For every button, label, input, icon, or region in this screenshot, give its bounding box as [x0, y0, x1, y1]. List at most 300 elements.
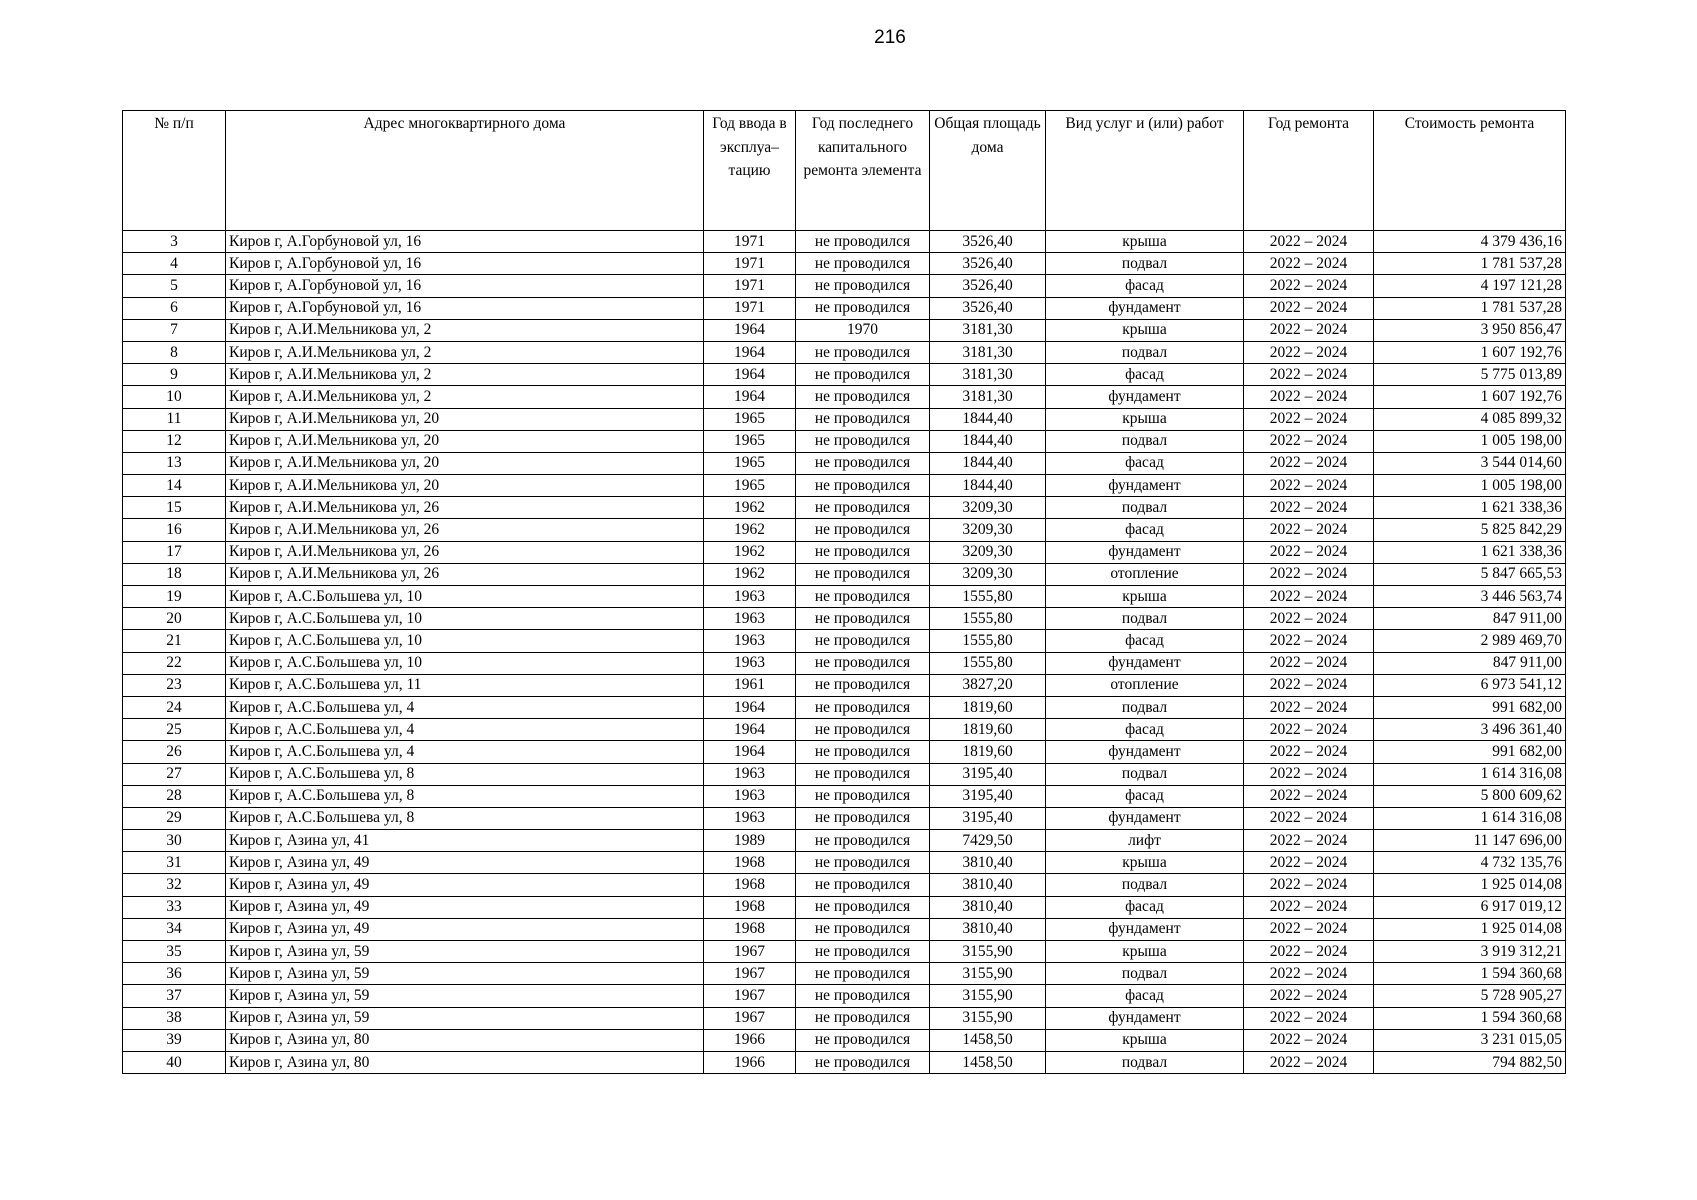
commission-year-cell: 1967 [704, 941, 796, 963]
table-row [123, 918, 1566, 940]
row-number-cell: 29 [123, 807, 226, 829]
house-address-cell: Киров г, А.И.Мельникова ул, 26 [226, 563, 704, 585]
commission-year-cell: 1963 [704, 763, 796, 785]
work-type-cell: фундамент [1046, 386, 1244, 408]
work-type-cell: подвал [1046, 696, 1244, 718]
work-type-cell: фундамент [1046, 918, 1244, 940]
row-number-cell: 8 [123, 341, 226, 363]
house-address-cell: Киров г, А.И.Мельникова ул, 2 [226, 319, 704, 341]
work-type-cell: крыша [1046, 231, 1244, 253]
commission-year-cell: 1965 [704, 408, 796, 430]
repair-year-cell: 2022 – 2024 [1244, 275, 1374, 297]
table-row [123, 608, 1566, 630]
repair-cost-cell: 5 800 609,62 [1374, 785, 1566, 807]
repair-cost-cell: 6 917 019,12 [1374, 896, 1566, 918]
row-number-cell: 11 [123, 408, 226, 430]
row-number-cell: 40 [123, 1051, 226, 1073]
repair-year-cell: 2022 – 2024 [1244, 408, 1374, 430]
table-row [123, 563, 1566, 585]
house-address-cell: Киров г, А.И.Мельникова ул, 20 [226, 452, 704, 474]
page-number: 216 [874, 27, 906, 48]
row-number-cell: 6 [123, 297, 226, 319]
house-address-cell: Киров г, А.С.Большева ул, 4 [226, 719, 704, 741]
row-number-cell: 9 [123, 364, 226, 386]
row-number-cell: 15 [123, 497, 226, 519]
table-row [123, 963, 1566, 985]
commission-year-cell: 1971 [704, 231, 796, 253]
last-repair-year-cell: не проводился [796, 674, 930, 696]
work-type-cell: подвал [1046, 608, 1244, 630]
row-number-cell: 18 [123, 563, 226, 585]
last-repair-year-cell: не проводился [796, 519, 930, 541]
row-number-cell: 26 [123, 741, 226, 763]
work-type-cell: подвал [1046, 763, 1244, 785]
total-area-cell: 3810,40 [930, 874, 1046, 896]
commission-year-cell: 1962 [704, 563, 796, 585]
repair-year-cell: 2022 – 2024 [1244, 1007, 1374, 1029]
work-type-cell: фасад [1046, 719, 1244, 741]
table-row [123, 586, 1566, 608]
total-area-cell: 3209,30 [930, 563, 1046, 585]
house-address-cell: Киров г, Азина ул, 59 [226, 941, 704, 963]
work-type-cell: подвал [1046, 1051, 1244, 1073]
house-address-cell: Киров г, Азина ул, 59 [226, 1007, 704, 1029]
last-repair-year-cell: не проводился [796, 497, 930, 519]
last-repair-year-cell: не проводился [796, 1029, 930, 1051]
repair-cost-cell: 1 005 198,00 [1374, 475, 1566, 497]
repair-year-cell: 2022 – 2024 [1244, 918, 1374, 940]
last-repair-year-cell: не проводился [796, 430, 930, 452]
last-repair-year-cell: не проводился [796, 830, 930, 852]
work-type-cell: фундамент [1046, 741, 1244, 763]
house-address-cell: Киров г, Азина ул, 49 [226, 918, 704, 940]
work-type-cell: подвал [1046, 253, 1244, 275]
commission-year-cell: 1968 [704, 896, 796, 918]
house-address-cell: Киров г, А.С.Большева ул, 10 [226, 608, 704, 630]
commission-year-cell: 1971 [704, 297, 796, 319]
house-address-cell: Киров г, А.И.Мельникова ул, 26 [226, 519, 704, 541]
row-number-cell: 23 [123, 674, 226, 696]
total-area-cell: 3209,30 [930, 541, 1046, 563]
table-row [123, 497, 1566, 519]
commission-year-cell: 1964 [704, 319, 796, 341]
work-type-cell: фасад [1046, 364, 1244, 386]
house-address-cell: Киров г, Азина ул, 59 [226, 963, 704, 985]
total-area-cell: 3526,40 [930, 297, 1046, 319]
row-number-cell: 16 [123, 519, 226, 541]
table-row [123, 475, 1566, 497]
commission-year-cell: 1967 [704, 1007, 796, 1029]
repair-year-cell: 2022 – 2024 [1244, 364, 1374, 386]
row-number-cell: 38 [123, 1007, 226, 1029]
total-area-cell: 3181,30 [930, 319, 1046, 341]
repair-year-cell: 2022 – 2024 [1244, 253, 1374, 275]
house-address-cell: Киров г, А.С.Большева ул, 4 [226, 696, 704, 718]
row-number-cell: 5 [123, 275, 226, 297]
repair-cost-cell: 1 621 338,36 [1374, 497, 1566, 519]
total-area-cell: 3195,40 [930, 807, 1046, 829]
row-number-cell: 36 [123, 963, 226, 985]
repair-cost-cell: 3 544 014,60 [1374, 452, 1566, 474]
repair-year-cell: 2022 – 2024 [1244, 541, 1374, 563]
house-address-cell: Киров г, А.С.Большева ул, 11 [226, 674, 704, 696]
house-address-cell: Киров г, А.С.Большева ул, 8 [226, 763, 704, 785]
table-row [123, 231, 1566, 253]
repair-cost-cell: 3 496 361,40 [1374, 719, 1566, 741]
total-area-cell: 1555,80 [930, 586, 1046, 608]
total-area-cell: 3810,40 [930, 896, 1046, 918]
table-row [123, 452, 1566, 474]
house-address-cell: Киров г, А.И.Мельникова ул, 20 [226, 475, 704, 497]
house-address-cell: Киров г, А.Горбуновой ул, 16 [226, 275, 704, 297]
house-address-cell: Киров г, А.И.Мельникова ул, 26 [226, 497, 704, 519]
repair-cost-cell: 5 825 842,29 [1374, 519, 1566, 541]
total-area-cell: 3181,30 [930, 364, 1046, 386]
house-address-cell: Киров г, А.С.Большева ул, 8 [226, 785, 704, 807]
repair-cost-cell: 1 925 014,08 [1374, 874, 1566, 896]
repair-cost-cell: 1 614 316,08 [1374, 763, 1566, 785]
work-type-cell: крыша [1046, 1029, 1244, 1051]
col-number-header: № п/п [123, 111, 226, 231]
commission-year-cell: 1989 [704, 830, 796, 852]
house-address-cell: Киров г, А.С.Большева ул, 8 [226, 807, 704, 829]
work-type-cell: фундамент [1046, 1007, 1244, 1029]
work-type-cell: фасад [1046, 275, 1244, 297]
repair-cost-cell: 6 973 541,12 [1374, 674, 1566, 696]
row-number-cell: 24 [123, 696, 226, 718]
last-repair-year-cell: не проводился [796, 231, 930, 253]
table-row [123, 719, 1566, 741]
work-type-cell: крыша [1046, 408, 1244, 430]
table-row [123, 630, 1566, 652]
table-row [123, 341, 1566, 363]
repair-year-cell: 2022 – 2024 [1244, 563, 1374, 585]
commission-year-cell: 1962 [704, 497, 796, 519]
house-address-cell: Киров г, А.И.Мельникова ул, 26 [226, 541, 704, 563]
repair-cost-cell: 4 085 899,32 [1374, 408, 1566, 430]
row-number-cell: 17 [123, 541, 226, 563]
repair-year-cell: 2022 – 2024 [1244, 963, 1374, 985]
repair-cost-cell: 11 147 696,00 [1374, 830, 1566, 852]
col-work-type-header: Вид услуг и (или) работ [1046, 111, 1244, 231]
repair-year-cell: 2022 – 2024 [1244, 608, 1374, 630]
col-address-header: Адрес многоквартирного дома [226, 111, 704, 231]
last-repair-year-cell: не проводился [796, 563, 930, 585]
commission-year-cell: 1963 [704, 785, 796, 807]
last-repair-year-cell: не проводился [796, 297, 930, 319]
table-row [123, 430, 1566, 452]
repair-year-cell: 2022 – 2024 [1244, 941, 1374, 963]
row-number-cell: 14 [123, 475, 226, 497]
repair-cost-cell: 5 728 905,27 [1374, 985, 1566, 1007]
commission-year-cell: 1964 [704, 386, 796, 408]
repair-schedule-table [122, 110, 1566, 1074]
work-type-cell: подвал [1046, 874, 1244, 896]
total-area-cell: 3810,40 [930, 852, 1046, 874]
repair-year-cell: 2022 – 2024 [1244, 297, 1374, 319]
table-header [123, 111, 1566, 231]
repair-year-cell: 2022 – 2024 [1244, 386, 1374, 408]
last-repair-year-cell: не проводился [796, 785, 930, 807]
table-row [123, 652, 1566, 674]
table-row [123, 541, 1566, 563]
repair-year-cell: 2022 – 2024 [1244, 1051, 1374, 1073]
total-area-cell: 3827,20 [930, 674, 1046, 696]
last-repair-year-cell: не проводился [796, 1051, 930, 1073]
row-number-cell: 7 [123, 319, 226, 341]
last-repair-year-cell: не проводился [796, 985, 930, 1007]
work-type-cell: крыша [1046, 941, 1244, 963]
total-area-cell: 1844,40 [930, 475, 1046, 497]
house-address-cell: Киров г, Азина ул, 49 [226, 896, 704, 918]
last-repair-year-cell: не проводился [796, 763, 930, 785]
total-area-cell: 3209,30 [930, 497, 1046, 519]
col-commission-year-header: Год ввода в эксплуа–тацию [704, 111, 796, 231]
house-address-cell: Киров г, А.Горбуновой ул, 16 [226, 297, 704, 319]
repair-year-cell: 2022 – 2024 [1244, 519, 1374, 541]
repair-year-cell: 2022 – 2024 [1244, 319, 1374, 341]
table-row [123, 364, 1566, 386]
house-address-cell: Киров г, А.Горбуновой ул, 16 [226, 253, 704, 275]
table-row [123, 253, 1566, 275]
repair-year-cell: 2022 – 2024 [1244, 452, 1374, 474]
house-address-cell: Киров г, А.И.Мельникова ул, 2 [226, 341, 704, 363]
commission-year-cell: 1966 [704, 1051, 796, 1073]
repair-year-cell: 2022 – 2024 [1244, 231, 1374, 253]
last-repair-year-cell: не проводился [796, 630, 930, 652]
commission-year-cell: 1964 [704, 364, 796, 386]
row-number-cell: 12 [123, 430, 226, 452]
row-number-cell: 30 [123, 830, 226, 852]
commission-year-cell: 1963 [704, 652, 796, 674]
repair-cost-cell: 1 621 338,36 [1374, 541, 1566, 563]
row-number-cell: 4 [123, 253, 226, 275]
commission-year-cell: 1965 [704, 452, 796, 474]
commission-year-cell: 1962 [704, 541, 796, 563]
total-area-cell: 1844,40 [930, 452, 1046, 474]
row-number-cell: 32 [123, 874, 226, 896]
row-number-cell: 19 [123, 586, 226, 608]
work-type-cell: фасад [1046, 896, 1244, 918]
row-number-cell: 35 [123, 941, 226, 963]
table-row [123, 519, 1566, 541]
commission-year-cell: 1964 [704, 696, 796, 718]
repair-cost-cell: 1 594 360,68 [1374, 1007, 1566, 1029]
work-type-cell: фасад [1046, 519, 1244, 541]
last-repair-year-cell: не проводился [796, 386, 930, 408]
commission-year-cell: 1965 [704, 475, 796, 497]
house-address-cell: Киров г, А.Горбуновой ул, 16 [226, 231, 704, 253]
repair-year-cell: 2022 – 2024 [1244, 674, 1374, 696]
house-address-cell: Киров г, А.И.Мельникова ул, 20 [226, 430, 704, 452]
table-row [123, 830, 1566, 852]
table-row [123, 386, 1566, 408]
repair-cost-cell: 1 925 014,08 [1374, 918, 1566, 940]
total-area-cell: 1819,60 [930, 696, 1046, 718]
last-repair-year-cell: не проводился [796, 541, 930, 563]
row-number-cell: 27 [123, 763, 226, 785]
house-address-cell: Киров г, А.С.Большева ул, 10 [226, 630, 704, 652]
row-number-cell: 37 [123, 985, 226, 1007]
total-area-cell: 1844,40 [930, 408, 1046, 430]
table-row [123, 408, 1566, 430]
repair-cost-cell: 1 614 316,08 [1374, 807, 1566, 829]
repair-year-cell: 2022 – 2024 [1244, 830, 1374, 852]
row-number-cell: 3 [123, 231, 226, 253]
repair-cost-cell: 991 682,00 [1374, 696, 1566, 718]
last-repair-year-cell: не проводился [796, 852, 930, 874]
repair-cost-cell: 4 379 436,16 [1374, 231, 1566, 253]
row-number-cell: 28 [123, 785, 226, 807]
commission-year-cell: 1964 [704, 741, 796, 763]
total-area-cell: 7429,50 [930, 830, 1046, 852]
work-type-cell: крыша [1046, 586, 1244, 608]
commission-year-cell: 1965 [704, 430, 796, 452]
repair-year-cell: 2022 – 2024 [1244, 1029, 1374, 1051]
table-row [123, 852, 1566, 874]
repair-cost-cell: 3 950 856,47 [1374, 319, 1566, 341]
house-address-cell: Киров г, Азина ул, 41 [226, 830, 704, 852]
work-type-cell: фундамент [1046, 297, 1244, 319]
total-area-cell: 3155,90 [930, 963, 1046, 985]
last-repair-year-cell: не проводился [796, 452, 930, 474]
repair-cost-cell: 1 781 537,28 [1374, 253, 1566, 275]
total-area-cell: 1819,60 [930, 741, 1046, 763]
total-area-cell: 3209,30 [930, 519, 1046, 541]
row-number-cell: 21 [123, 630, 226, 652]
house-address-cell: Киров г, А.С.Большева ул, 4 [226, 741, 704, 763]
repair-year-cell: 2022 – 2024 [1244, 475, 1374, 497]
total-area-cell: 3155,90 [930, 1007, 1046, 1029]
work-type-cell: крыша [1046, 319, 1244, 341]
row-number-cell: 25 [123, 719, 226, 741]
table-row [123, 696, 1566, 718]
last-repair-year-cell: не проводился [796, 741, 930, 763]
work-type-cell: фасад [1046, 785, 1244, 807]
last-repair-year-cell: не проводился [796, 341, 930, 363]
house-address-cell: Киров г, Азина ул, 80 [226, 1029, 704, 1051]
row-number-cell: 20 [123, 608, 226, 630]
repair-cost-cell: 3 446 563,74 [1374, 586, 1566, 608]
row-number-cell: 13 [123, 452, 226, 474]
repair-cost-cell: 4 197 121,28 [1374, 275, 1566, 297]
house-address-cell: Киров г, А.С.Большева ул, 10 [226, 586, 704, 608]
total-area-cell: 1555,80 [930, 630, 1046, 652]
table-row [123, 275, 1566, 297]
total-area-cell: 3526,40 [930, 275, 1046, 297]
work-type-cell: фундамент [1046, 652, 1244, 674]
table-row [123, 896, 1566, 918]
work-type-cell: подвал [1046, 963, 1244, 985]
repair-cost-cell: 2 989 469,70 [1374, 630, 1566, 652]
total-area-cell: 3155,90 [930, 941, 1046, 963]
repair-year-cell: 2022 – 2024 [1244, 430, 1374, 452]
repair-year-cell: 2022 – 2024 [1244, 874, 1374, 896]
total-area-cell: 1458,50 [930, 1029, 1046, 1051]
total-area-cell: 3526,40 [930, 253, 1046, 275]
commission-year-cell: 1964 [704, 719, 796, 741]
work-type-cell: подвал [1046, 341, 1244, 363]
repair-cost-cell: 1 594 360,68 [1374, 963, 1566, 985]
total-area-cell: 3810,40 [930, 918, 1046, 940]
table-row [123, 674, 1566, 696]
row-number-cell: 31 [123, 852, 226, 874]
commission-year-cell: 1963 [704, 586, 796, 608]
repair-cost-cell: 1 607 192,76 [1374, 386, 1566, 408]
last-repair-year-cell: не проводился [796, 364, 930, 386]
repair-cost-cell: 1 607 192,76 [1374, 341, 1566, 363]
total-area-cell: 3155,90 [930, 985, 1046, 1007]
last-repair-year-cell: не проводился [796, 475, 930, 497]
commission-year-cell: 1967 [704, 963, 796, 985]
last-repair-year-cell: не проводился [796, 408, 930, 430]
repair-year-cell: 2022 – 2024 [1244, 741, 1374, 763]
total-area-cell: 3181,30 [930, 341, 1046, 363]
total-area-cell: 3195,40 [930, 785, 1046, 807]
repair-year-cell: 2022 – 2024 [1244, 852, 1374, 874]
house-address-cell: Киров г, Азина ул, 49 [226, 874, 704, 896]
work-type-cell: лифт [1046, 830, 1244, 852]
col-last-repair-year-header: Год последнего капитального ремонта элемента [796, 111, 930, 231]
repair-cost-cell: 991 682,00 [1374, 741, 1566, 763]
last-repair-year-cell: не проводился [796, 896, 930, 918]
repair-cost-cell: 1 005 198,00 [1374, 430, 1566, 452]
total-area-cell: 1555,80 [930, 652, 1046, 674]
work-type-cell: фасад [1046, 630, 1244, 652]
table-row [123, 1029, 1566, 1051]
last-repair-year-cell: не проводился [796, 608, 930, 630]
total-area-cell: 3181,30 [930, 386, 1046, 408]
repair-cost-cell: 847 911,00 [1374, 608, 1566, 630]
commission-year-cell: 1971 [704, 275, 796, 297]
commission-year-cell: 1968 [704, 852, 796, 874]
commission-year-cell: 1963 [704, 630, 796, 652]
commission-year-cell: 1963 [704, 608, 796, 630]
house-address-cell: Киров г, Азина ул, 80 [226, 1051, 704, 1073]
last-repair-year-cell: не проводился [796, 807, 930, 829]
house-address-cell: Киров г, А.И.Мельникова ул, 2 [226, 386, 704, 408]
col-repair-cost-header: Стоимость ремонта [1374, 111, 1566, 231]
commission-year-cell: 1964 [704, 341, 796, 363]
last-repair-year-cell: не проводился [796, 918, 930, 940]
last-repair-year-cell: не проводился [796, 874, 930, 896]
repair-cost-cell: 847 911,00 [1374, 652, 1566, 674]
repair-cost-cell: 1 781 537,28 [1374, 297, 1566, 319]
table-body [123, 231, 1566, 1074]
last-repair-year-cell: не проводился [796, 941, 930, 963]
work-type-cell: фасад [1046, 452, 1244, 474]
last-repair-year-cell: не проводился [796, 253, 930, 275]
row-number-cell: 33 [123, 896, 226, 918]
work-type-cell: подвал [1046, 430, 1244, 452]
total-area-cell: 1844,40 [930, 430, 1046, 452]
house-address-cell: Киров г, Азина ул, 59 [226, 985, 704, 1007]
total-area-cell: 1555,80 [930, 608, 1046, 630]
commission-year-cell: 1968 [704, 918, 796, 940]
row-number-cell: 10 [123, 386, 226, 408]
repair-year-cell: 2022 – 2024 [1244, 586, 1374, 608]
commission-year-cell: 1963 [704, 807, 796, 829]
repair-year-cell: 2022 – 2024 [1244, 652, 1374, 674]
repair-cost-cell: 5 847 665,53 [1374, 563, 1566, 585]
table-row [123, 1051, 1566, 1073]
house-address-cell: Киров г, А.И.Мельникова ул, 20 [226, 408, 704, 430]
repair-year-cell: 2022 – 2024 [1244, 896, 1374, 918]
total-area-cell: 3526,40 [930, 231, 1046, 253]
house-address-cell: Киров г, А.И.Мельникова ул, 2 [226, 364, 704, 386]
work-type-cell: фасад [1046, 985, 1244, 1007]
commission-year-cell: 1962 [704, 519, 796, 541]
